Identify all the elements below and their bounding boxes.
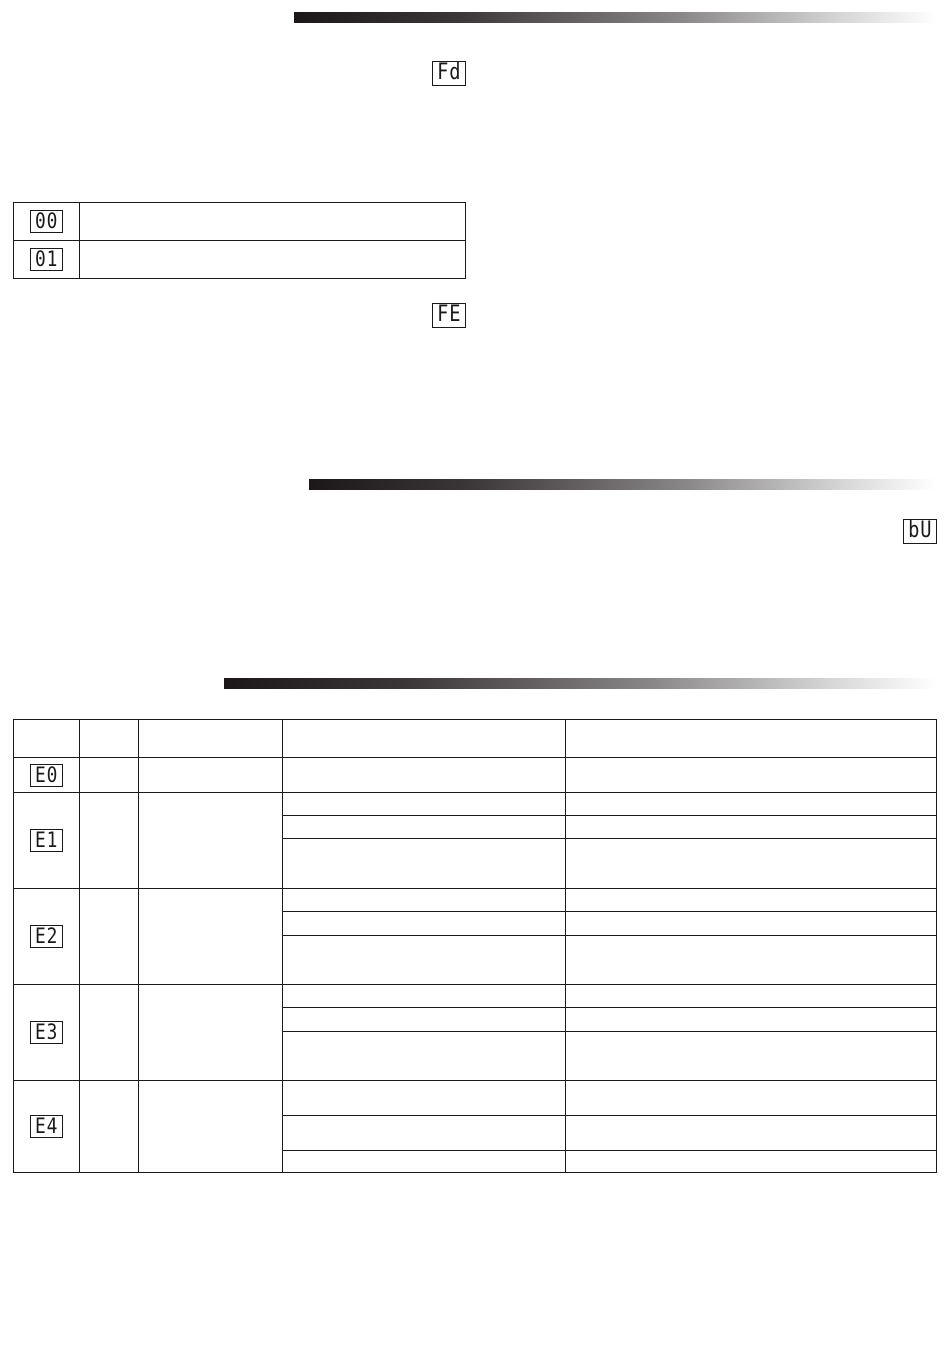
e0-display-icon: E0: [30, 764, 63, 787]
remedy-cell: [566, 1008, 937, 1032]
cell: [79, 889, 138, 985]
options-text-cell: [80, 241, 466, 279]
error-code-cell: [14, 985, 80, 1081]
remedy-cell: [566, 889, 937, 912]
table-row: [14, 793, 937, 816]
error-code-cell: [14, 1081, 80, 1173]
remedy-cell: [566, 839, 937, 889]
cell: [138, 889, 282, 985]
remedy-cell: [566, 793, 937, 816]
e3-display-icon: E3: [30, 1021, 63, 1044]
code-00-display-icon: 00: [30, 210, 63, 233]
cell: [138, 793, 282, 889]
remedy-cell: [566, 912, 937, 936]
options-table: [13, 202, 466, 279]
cause-cell: [282, 758, 566, 793]
fd-display-text: Fd: [436, 60, 462, 85]
cause-cell: [282, 816, 566, 839]
cause-cell: [282, 912, 566, 936]
cell: [138, 1081, 282, 1173]
remedy-cell: [566, 1032, 937, 1081]
cell: [79, 793, 138, 889]
cell: [138, 758, 282, 793]
cell: [79, 985, 138, 1081]
bu-display-icon: [903, 519, 937, 544]
options-row-00: [14, 203, 466, 241]
remedy-cell: [566, 985, 937, 1008]
error-code-cell: [14, 889, 80, 985]
cause-cell: [282, 1008, 566, 1032]
header-cell: [79, 720, 138, 758]
remedy-cell: [566, 936, 937, 985]
cell: [79, 1081, 138, 1173]
options-code-cell: [14, 203, 80, 241]
cause-cell: [282, 793, 566, 816]
cell: [138, 985, 282, 1081]
table-row: [14, 758, 937, 793]
table-row: [14, 1081, 937, 1116]
e4-display-icon: E4: [30, 1115, 63, 1138]
cause-cell: [282, 1032, 566, 1081]
options-row-01: [14, 241, 466, 279]
options-code-cell: [14, 241, 80, 279]
remedy-cell: [566, 1116, 937, 1151]
section-header-bar-1: [294, 12, 937, 23]
cause-cell: [282, 1151, 566, 1173]
cause-cell: [282, 1116, 566, 1151]
error-code-cell: [14, 758, 80, 793]
cause-cell: [282, 985, 566, 1008]
section-header-bar-3: [224, 678, 937, 689]
header-cell: [138, 720, 282, 758]
cause-cell: [282, 839, 566, 889]
e2-display-icon: E2: [30, 925, 63, 948]
fd-display-icon: [432, 61, 466, 86]
header-cell: [282, 720, 566, 758]
remedy-cell: [566, 758, 937, 793]
error-table-header: [14, 720, 937, 758]
header-cell: [14, 720, 80, 758]
cause-cell: [282, 1081, 566, 1116]
cause-cell: [282, 889, 566, 912]
table-row: [14, 985, 937, 1008]
options-text-cell: [80, 203, 466, 241]
cause-cell: [282, 936, 566, 985]
remedy-cell: [566, 816, 937, 839]
section-header-bar-2: [309, 479, 937, 490]
bu-display-text: bU: [907, 518, 933, 543]
header-cell: [566, 720, 937, 758]
error-code-table: [13, 719, 937, 1173]
error-code-cell: [14, 793, 80, 889]
remedy-cell: [566, 1151, 937, 1173]
table-row: [14, 889, 937, 912]
e1-display-icon: E1: [30, 829, 63, 852]
code-01-display-icon: 01: [30, 248, 63, 271]
cell: [79, 758, 138, 793]
remedy-cell: [566, 1081, 937, 1116]
fe-display-text: FE: [436, 302, 462, 327]
fe-display-icon: [432, 303, 466, 328]
